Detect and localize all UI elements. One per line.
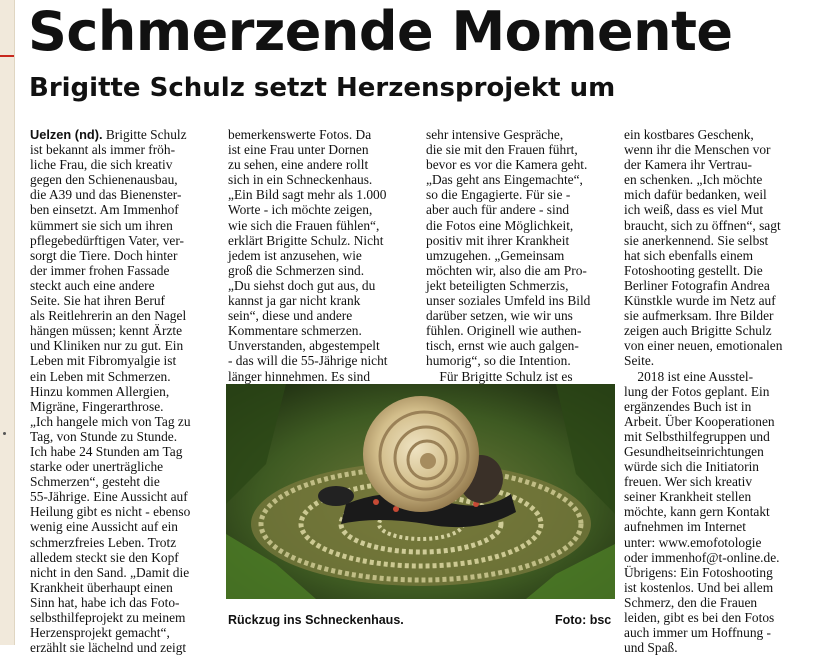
article-line: so die Engagierte. Für sie - xyxy=(426,187,571,203)
article-line: ein Leben mit Schmerzen. xyxy=(30,368,171,384)
article-line: möchten wir, also die am Pro- xyxy=(426,262,587,278)
article-line: von einer neuen, emotionalen xyxy=(624,338,783,354)
article-line: schmerzfreies Leben. Trotz xyxy=(30,534,177,550)
article-line: ich weiß, dass es viel Mut xyxy=(624,202,764,218)
article-line: würde sich die Initiatorin xyxy=(624,459,759,475)
article-line: unter: www.emofotologie xyxy=(624,534,762,550)
article-line xyxy=(30,127,220,142)
article-line: Migräne, Fingerarthrose. xyxy=(30,398,164,414)
article-photo xyxy=(226,384,615,599)
article-column-2 xyxy=(228,127,416,384)
article-line: länger hinnehmen. Es sind xyxy=(228,368,371,384)
article-line: Arbeit. Über Kooperationen xyxy=(624,413,775,429)
photo-caption: Rückzug ins Schneckenhaus. xyxy=(228,613,404,627)
article-line: erklärt Brigitte Schulz. Nicht xyxy=(228,232,384,248)
article-line: der immer frohen Fassade xyxy=(30,262,170,278)
article-line: Tag, von Stunde zu Stunde. xyxy=(30,428,178,444)
article-line: die A39 und das Bienenster- xyxy=(30,187,182,203)
article-line: lung der Fotos geplant. Ein xyxy=(624,383,770,399)
article-line: leiden, gibt es bei den Fotos xyxy=(624,610,775,625)
article-line: jekt beteiligten Schmerzis, xyxy=(426,277,569,293)
article-line: aufnehmen im Internet xyxy=(624,519,746,535)
article-line: - das will die 55-Jährige nicht xyxy=(228,353,388,369)
article-line: ben einsetzt. Am Immenhof xyxy=(30,202,179,218)
article-line: en schenken. „Ich möchte xyxy=(624,172,763,188)
headline: Schmerzende Momente xyxy=(28,0,733,63)
article-line: wenig eine Aussicht auf ein xyxy=(30,519,179,535)
article-line: steckt auch eine andere xyxy=(30,277,155,293)
article-line: Künstkle wurde im Netz auf xyxy=(624,293,776,309)
article-line: 55-Jährige. Eine Aussicht auf xyxy=(30,489,188,505)
article-line: Ich habe 24 Stunden am Tag xyxy=(30,443,183,459)
article-line: jedem ist anzusehen, wie xyxy=(228,247,362,263)
subheadline: Brigitte Schulz setzt Herzensprojekt um xyxy=(29,73,616,103)
article-line: Schmerzen“, gesteht die xyxy=(30,474,160,490)
article-line: und Spaß. xyxy=(624,640,678,655)
article-line-text: Brigitte Schulz xyxy=(105,127,187,142)
article-line: starke oder unerträgliche xyxy=(30,459,164,475)
article-line: Gesundheitseinrichtungen xyxy=(624,443,764,459)
article-line: erzählt sie lächelnd und zeigt xyxy=(30,640,187,655)
article-line: nicht in den Sand. „Damit die xyxy=(30,564,190,580)
article-line: ist kostenlos. Und bei allem xyxy=(624,579,774,595)
article-line: groß die Schmerzen sind. xyxy=(228,262,365,278)
article-line: hat sich ebenfalls einem xyxy=(624,247,754,263)
article-line: 2018 ist eine Ausstel- xyxy=(624,368,754,384)
article-line: wie sich die Frauen fühlen“, xyxy=(228,217,380,233)
article-column-3 xyxy=(426,127,614,384)
article-line: sie anerkennend. Sie selbst xyxy=(624,232,769,248)
article-line: Hinzu kommen Allergien, xyxy=(30,383,170,399)
article-line: positiv mit ihrer Krankheit xyxy=(426,232,570,248)
article-line: zu sehen, eine andere rollt xyxy=(228,157,369,173)
article-line: freuen. Wer sich kreativ xyxy=(624,474,753,490)
article-line: Unverstanden, abgestempelt xyxy=(228,338,380,354)
page-edge-dot xyxy=(3,432,6,435)
article-line: die Fotos eine Möglichkeit, xyxy=(426,217,574,233)
article-line: sich in ein Schneckenhaus. xyxy=(228,172,373,188)
page-edge-marker xyxy=(0,55,14,57)
article-line: Herzensprojekt gemacht“, xyxy=(30,625,170,641)
article-line: alledem steckt sie den Kopf xyxy=(30,549,179,565)
article-line: und Kliniken nur zu gut. Ein xyxy=(30,338,184,354)
article-line: Für Brigitte Schulz ist es xyxy=(426,368,573,384)
article-line: Seite. xyxy=(624,353,655,369)
article-line: humorig“, so die Intention. xyxy=(426,353,571,369)
article-line: ist bekannt als immer fröh- xyxy=(30,142,176,158)
article-line: Leben mit Fibromyalgie ist xyxy=(30,353,177,369)
article-line: Krankheit überhaupt einen xyxy=(30,579,173,595)
article-line: aber auch für andere - sind xyxy=(426,202,570,218)
article-line: Seite. Sie hat ihren Beruf xyxy=(30,293,165,309)
article-line: sie aufmerksam. Ihre Bilder xyxy=(624,308,774,324)
article-line: Sinn hat, habe ich das Foto- xyxy=(30,594,180,610)
article-line: „Ein Bild sagt mehr als 1.000 xyxy=(228,187,387,203)
article-line: sein“, diese und andere xyxy=(228,308,353,324)
article-line: Berliner Fotografin Andrea xyxy=(624,277,770,293)
article-line: Heilung gibt es nicht - ebenso xyxy=(30,504,191,520)
article-line: umzugehen. „Gemeinsam xyxy=(426,247,565,263)
article-line: kannst ja gar nicht krank xyxy=(228,293,361,309)
article-line: ergänzendes Buch ist in xyxy=(624,398,752,414)
snail-shell-photo-illustration xyxy=(226,384,615,599)
page-edge-strip xyxy=(0,0,15,645)
article-line: selbsthilfeprojekt zu meinem xyxy=(30,610,186,625)
article-line: braucht, sich zu öffnen“, sagt xyxy=(624,217,781,233)
article-line: tisch, ernst wie auch galgen- xyxy=(426,338,579,354)
article-line: „Ich hangele mich von Tag zu xyxy=(30,413,191,429)
article-line: darüber setzen, wie wir uns xyxy=(426,308,573,324)
article-line: Übrigens: Ein Fotoshooting xyxy=(624,564,773,580)
article-line: hängen müssen; kennt Ärzte xyxy=(30,323,183,339)
article-line: liche Frau, die sich kreativ xyxy=(30,157,173,173)
article-line: auch immer um Hoffnung - xyxy=(624,625,772,641)
article-line: unser soziales Umfeld ins Bild xyxy=(426,293,591,309)
article-line: pflegebedürftigen Vater, ver- xyxy=(30,232,184,248)
article-line: „Du siehst doch gut aus, du xyxy=(228,277,376,293)
article-line: sorgt die Tiere. Doch hinter xyxy=(30,247,178,263)
article-line: seiner Krankheit stellen xyxy=(624,489,752,505)
article-line: bemerkenswerte Fotos. Da xyxy=(228,127,372,142)
article-line: „Das geht ans Eingemachte“, xyxy=(426,172,583,188)
article-line: Schmerz, den die Frauen xyxy=(624,594,758,610)
article-line: ist eine Frau unter Dornen xyxy=(228,142,369,158)
article-line: gegen den Schienenausbau, xyxy=(30,172,178,188)
article-line: kümmert sie sich um ihren xyxy=(30,217,173,233)
article-line: Fotoshooting gestellt. Die xyxy=(624,262,763,278)
article-line: fühlen. Originell wie authen- xyxy=(426,323,582,339)
article-line: der Kamera ihr Vertrau- xyxy=(624,157,753,173)
article-line: sehr intensive Gespräche, xyxy=(426,127,564,142)
article-line: Worte - ich möchte zeigen, xyxy=(228,202,373,218)
article-line: mit Selbsthilfegruppen und xyxy=(624,428,770,444)
article-line: wenn ihr die Menschen vor xyxy=(624,142,771,158)
photo-credit: Foto: bsc xyxy=(555,613,612,627)
article-line: Kommentare schmerzen. xyxy=(228,323,362,339)
article-column-1 xyxy=(30,127,220,655)
article-line: ein kostbares Geschenk, xyxy=(624,127,754,142)
article-line: zeigen auch Brigitte Schulz xyxy=(624,323,772,339)
article-line: möchte, kann gern Kontakt xyxy=(624,504,770,520)
article-line: als Reitlehrerin an den Nagel xyxy=(30,308,187,324)
article-line: die sie mit den Frauen führt, xyxy=(426,142,578,158)
article-column-4 xyxy=(624,127,814,655)
dateline: Uelzen (nd). xyxy=(30,127,103,142)
article-line: mich dafür bedanken, weil xyxy=(624,187,767,203)
article-line: oder immenhof@t-online.de. xyxy=(624,549,780,565)
article-line: bevor es vor die Kamera geht. xyxy=(426,157,588,173)
